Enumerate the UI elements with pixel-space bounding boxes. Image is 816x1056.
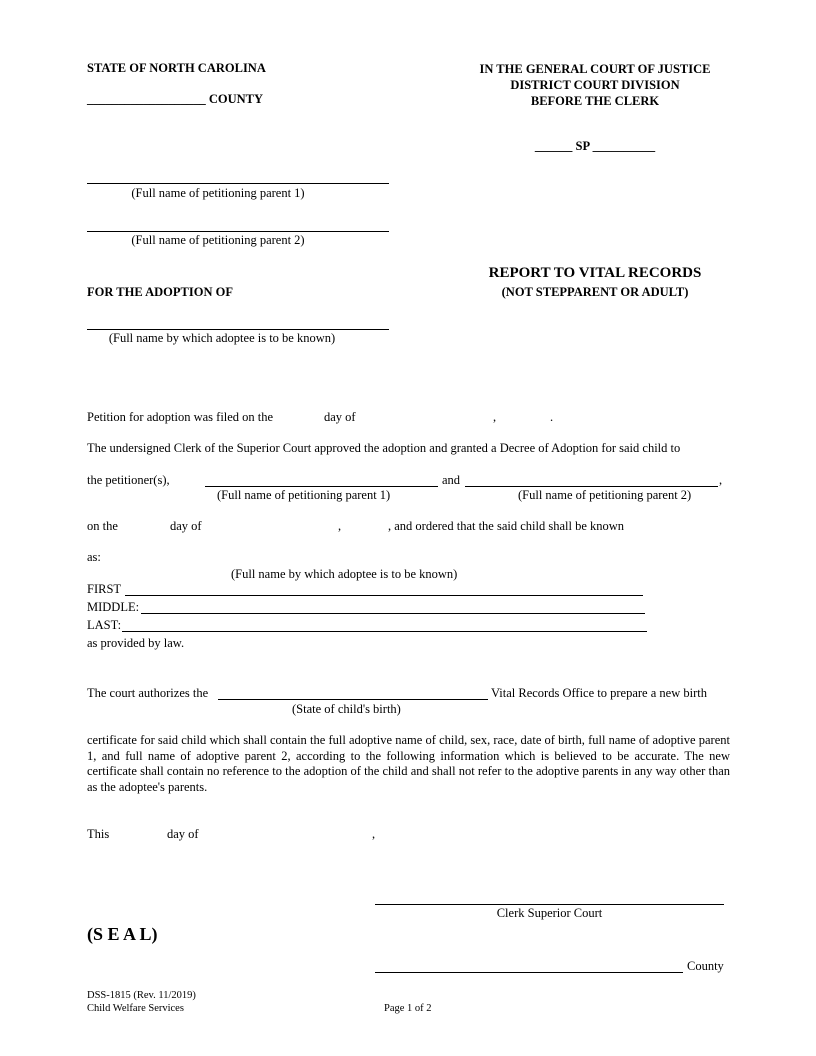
body-parent1-caption: (Full name of petitioning parent 1) <box>217 488 391 502</box>
court-line-3: BEFORE THE CLERK <box>530 94 660 108</box>
county-blank[interactable]: ___________________ <box>87 92 206 106</box>
seal-label: (S E A L) <box>87 924 158 944</box>
file-number[interactable]: ______ SP __________ <box>534 139 656 153</box>
court-authorizes-text: The court authorizes the <box>87 686 209 700</box>
state-of-birth-line[interactable] <box>218 699 488 700</box>
petitioner1-caption: (Full name of petitioning parent 1) <box>131 186 305 200</box>
body-parent1-line[interactable] <box>205 486 438 487</box>
last-name-line[interactable] <box>122 631 647 632</box>
and-text: and <box>442 473 461 487</box>
adoptee-caption: (Full name by which adoptee is to be known) <box>108 331 336 345</box>
signed-comma: , <box>372 827 376 841</box>
petitioner2-name-line[interactable] <box>87 231 389 232</box>
page-number: Page 1 of 2 <box>384 1003 432 1014</box>
division-label: Child Welfare Services <box>87 1003 184 1014</box>
middle-name-label: MIDDLE: <box>87 600 140 614</box>
decree-comma: , <box>338 519 342 533</box>
county-label: COUNTY <box>208 92 264 106</box>
approved-text: The undersigned Clerk of the Superior Court approved the adoption and granted a Decree of Adoption for said child to <box>87 441 681 455</box>
as-provided-text: as provided by law. <box>87 636 185 650</box>
county-signature-line[interactable] <box>375 972 683 973</box>
last-name-label: LAST: <box>87 618 122 632</box>
petition-filed-text: Petition for adoption was filed on the <box>87 410 274 424</box>
petitioners-comma: , <box>719 473 723 487</box>
petitioner1-name-line[interactable] <box>87 183 389 184</box>
state-heading: STATE OF NORTH CAROLINA <box>87 61 266 75</box>
signature-county-label: County <box>687 959 724 973</box>
signed-day-of: day of <box>167 827 199 841</box>
ordered-text: , and ordered that the said child shall be known <box>388 519 625 533</box>
on-the-text: on the <box>87 519 118 533</box>
clerk-caption: Clerk Superior Court <box>496 906 603 920</box>
form-number: DSS-1815 (Rev. 11/2019) <box>87 990 196 1001</box>
petition-period: . <box>550 410 554 424</box>
petition-comma: , <box>493 410 497 424</box>
certificate-paragraph: certificate for said child which shall contain the full adoptive name of child, sex, race, date of birth, full name of adoptive parent 1, and full name of adoptive parent 2, according to the following information which is believed to be accurate. The new certificate shall contain no reference to the adoption of the child and shall not refer to the adoptive parents in any way other than as the adoptee's parents. <box>87 733 730 794</box>
clerk-signature-line[interactable] <box>375 904 724 905</box>
body-parent2-line[interactable] <box>465 486 718 487</box>
this-text: This <box>87 827 110 841</box>
middle-name-line[interactable] <box>141 613 645 614</box>
name-caption: (Full name by which adoptee is to be known) <box>231 567 458 581</box>
vital-records-text: Vital Records Office to prepare a new birth <box>491 686 707 700</box>
state-of-birth-caption: (State of child's birth) <box>292 702 401 716</box>
adoptee-name-line[interactable] <box>87 329 389 330</box>
petitioners-prefix: the petitioner(s), <box>87 473 170 487</box>
as-text: as: <box>87 550 101 564</box>
petitioner2-caption: (Full name of petitioning parent 2) <box>131 233 305 247</box>
county-heading <box>87 92 263 107</box>
report-subtitle: (NOT STEPPARENT OR ADULT) <box>501 285 689 299</box>
court-heading <box>440 61 750 109</box>
decree-day-of: day of <box>170 519 202 533</box>
court-line-1: IN THE GENERAL COURT OF JUSTICE <box>479 62 711 76</box>
court-line-2: DISTRICT COURT DIVISION <box>510 78 680 92</box>
adoption-of-label: FOR THE ADOPTION OF <box>87 285 233 299</box>
petition-day-of: day of <box>324 410 356 424</box>
body-parent2-caption: (Full name of petitioning parent 2) <box>518 488 692 502</box>
report-title: REPORT TO VITAL RECORDS <box>488 265 702 281</box>
first-name-line[interactable] <box>125 595 643 596</box>
first-name-label: FIRST <box>87 582 122 596</box>
